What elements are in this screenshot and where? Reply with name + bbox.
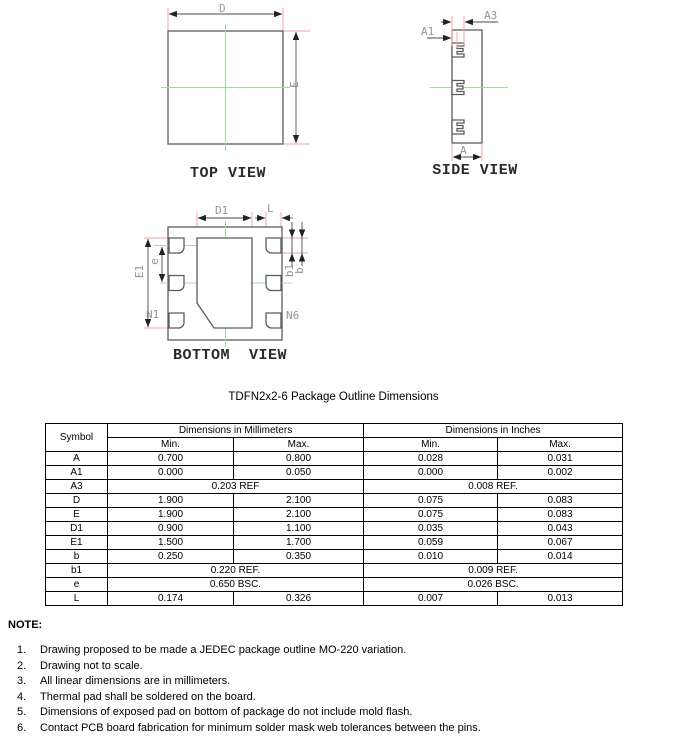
- note-number: 1.: [17, 644, 27, 656]
- table-cell: b1: [46, 564, 108, 578]
- table-cell: 0.067: [498, 536, 623, 550]
- table-cell: 0.350: [234, 550, 364, 564]
- table-cell: 1.100: [234, 522, 364, 536]
- table-cell: 0.009 REF.: [364, 564, 623, 578]
- table-cell: 0.075: [364, 494, 498, 508]
- table-cell: A: [46, 452, 108, 466]
- table-row: [46, 536, 623, 550]
- table-cell: 0.043: [498, 522, 623, 536]
- table-cell: 0.220 REF.: [108, 564, 364, 578]
- table-cell: E: [46, 508, 108, 522]
- exposed-thermal-pad: [197, 238, 252, 328]
- table-cell: 0.000: [364, 466, 498, 480]
- note-number: 3.: [17, 675, 27, 688]
- dim-label-A3: A3: [484, 9, 498, 22]
- header-symbol: Symbol: [46, 424, 108, 452]
- pad-4: [266, 313, 281, 328]
- dim-label-A1: A1: [421, 25, 435, 38]
- table-cell: 0.010: [364, 550, 498, 564]
- table-row: [46, 452, 623, 466]
- lead-profile: [452, 81, 464, 95]
- pad-3: [169, 313, 184, 328]
- header-in-max: Max.: [498, 438, 623, 452]
- table-cell: 0.059: [364, 536, 498, 550]
- bottom-view-drawing: [144, 212, 308, 347]
- top-view-title: TOP VIEW: [189, 165, 266, 182]
- table-row: [46, 522, 623, 536]
- note-item: [0, 706, 687, 722]
- pad-1: [169, 238, 184, 253]
- note-text: Contact PCB board fabrication for minimum solder mask web tolerances between the pins.: [40, 721, 481, 734]
- note-number: 2.: [17, 659, 27, 672]
- dim-label-A: A: [460, 144, 467, 157]
- table-cell: 0.028: [364, 452, 498, 466]
- table-cell: 2.100: [234, 494, 364, 508]
- header-mm-max: Max.: [234, 438, 364, 452]
- table-cell: 0.008 REF.: [364, 480, 623, 494]
- dim-label-E1: E1: [133, 264, 147, 279]
- table-cell: D: [46, 494, 108, 508]
- table-cell: 0.900: [108, 522, 234, 536]
- table-cell: 0.031: [498, 452, 623, 466]
- note-item: [0, 691, 687, 707]
- table-row: [46, 466, 623, 480]
- table-cell: 0.050: [234, 466, 364, 480]
- table-row: [46, 508, 623, 522]
- table-cell: D1: [46, 522, 108, 536]
- note-item: [0, 660, 687, 676]
- table-cell: 1.900: [108, 494, 234, 508]
- dim-label-b: b: [292, 267, 306, 274]
- header-mm-min: Min.: [108, 438, 234, 452]
- dim-label-D1: D1: [215, 204, 229, 217]
- side-view-drawing: [427, 16, 508, 161]
- note-item: [0, 644, 687, 660]
- table-cell: 0.650 BSC.: [108, 578, 364, 592]
- table-cell: 0.013: [498, 592, 623, 606]
- lead-profile: [452, 120, 464, 134]
- table-cell: 0.002: [498, 466, 623, 480]
- table-cell: 0.700: [108, 452, 234, 466]
- table-cell: 0.083: [498, 508, 623, 522]
- note-text: Dimensions of exposed pad on bottom of package do not include mold flash.: [40, 706, 413, 719]
- table-cell: 0.326: [234, 592, 364, 606]
- note-item: [0, 722, 687, 738]
- header-in-min: Min.: [364, 438, 498, 452]
- note-number: 6.: [17, 721, 27, 734]
- table-cell: 0.203 REF: [108, 480, 364, 494]
- table-cell: 1.700: [234, 536, 364, 550]
- table-cell: A3: [46, 480, 108, 494]
- table-cell: 0.035: [364, 522, 498, 536]
- dim-label-b1: b1: [283, 263, 297, 278]
- extension-lines-A: [452, 144, 482, 161]
- note-text: Thermal pad shall be soldered on the board.: [40, 690, 256, 703]
- dim-label-e: e: [147, 258, 161, 265]
- note-text: All linear dimensions are in millimeters.: [40, 675, 231, 688]
- table-cell: 0.014: [498, 550, 623, 564]
- table-header-row-1: [46, 424, 623, 438]
- table-cell: L: [46, 592, 108, 606]
- pad-6: [266, 238, 281, 253]
- header-inch-group: Dimensions in Inches: [364, 424, 623, 438]
- table-cell: 1.900: [108, 508, 234, 522]
- table-row: [46, 550, 623, 564]
- table-row: [46, 480, 623, 494]
- table-title: TDFN2x2-6 Package Outline Dimensions: [228, 391, 439, 403]
- bottom-view-title: BOTTOM VIEW: [172, 347, 288, 364]
- dims-table-body: [46, 452, 623, 606]
- note-text: Drawing not to scale.: [40, 659, 143, 672]
- dim-label-L: L: [267, 202, 274, 215]
- table-row: [46, 592, 623, 606]
- table-cell: 0.800: [234, 452, 364, 466]
- pin-label-N1: N1: [146, 308, 160, 321]
- pin-label-N6: N6: [286, 309, 300, 322]
- table-cell: 2.100: [234, 508, 364, 522]
- top-view-drawing: [161, 8, 310, 151]
- dim-label-E: E: [287, 81, 301, 88]
- pad-2: [169, 276, 184, 291]
- table-cell: 0.000: [108, 466, 234, 480]
- table-row: [46, 578, 623, 592]
- note-heading: NOTE:: [8, 619, 43, 631]
- table-cell: 1.500: [108, 536, 234, 550]
- table-row: [46, 494, 623, 508]
- table-cell: b: [46, 550, 108, 564]
- side-view-title: SIDE VIEW: [432, 162, 518, 179]
- dimensions-table: [45, 423, 623, 606]
- table-cell: 0.250: [108, 550, 234, 564]
- header-mm-group: Dimensions in Millimeters: [108, 424, 364, 438]
- lead-profile: [452, 43, 464, 57]
- note-text: Drawing proposed to be made a JEDEC package outline MO-220 variation.: [40, 644, 407, 656]
- table-header-row-2: [46, 438, 623, 452]
- note-number: 5.: [17, 706, 27, 719]
- table-cell: 0.174: [108, 592, 234, 606]
- table-cell: E1: [46, 536, 108, 550]
- table-cell: 0.075: [364, 508, 498, 522]
- table-cell: 0.083: [498, 494, 623, 508]
- note-item: [0, 675, 687, 691]
- table-cell: A1: [46, 466, 108, 480]
- table-cell: 0.007: [364, 592, 498, 606]
- table-cell: 0.026 BSC.: [364, 578, 623, 592]
- note-list: [0, 644, 687, 738]
- dim-label-D: D: [219, 2, 226, 15]
- pad-5: [266, 276, 281, 291]
- table-row: [46, 564, 623, 578]
- table-cell: e: [46, 578, 108, 592]
- note-number: 4.: [17, 690, 27, 703]
